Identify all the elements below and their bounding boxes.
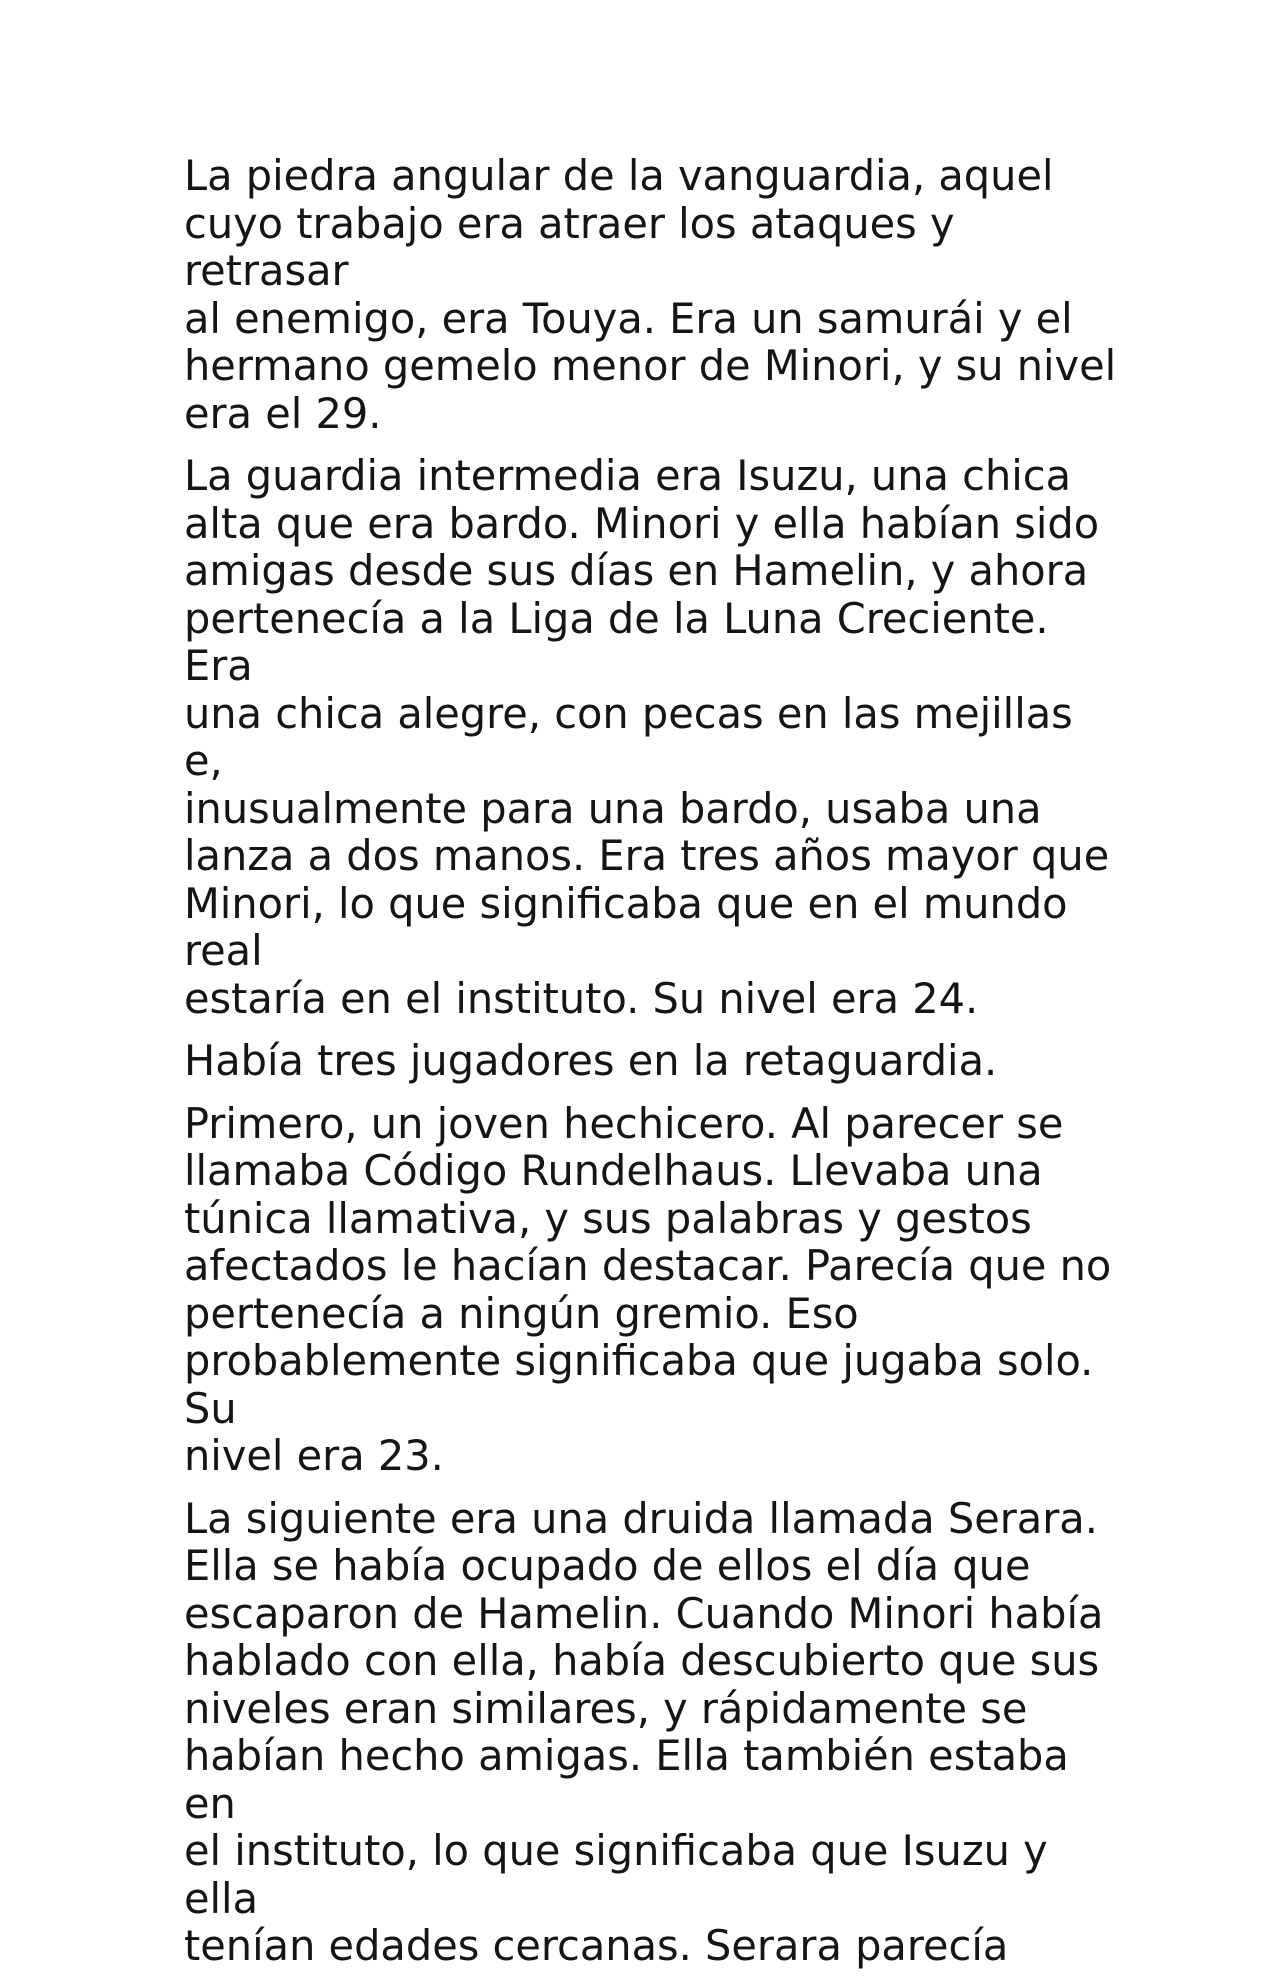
paragraph-serara: La siguiente era una druida llamada Serara. Ella se había ocupado de ellos el día que escaparon de Hamelin. Cuando Minori había hablado con ella, había descubierto que sus niveles eran similares, y rápidamente se habían hecho amigas. Ella también estaba en el instituto, lo que significaba que Isuzu y ella tenían edades cercanas. Serara parecía <box>184 1493 1104 1970</box>
paragraph-vanguard: La piedra angular de la vanguardia, aquel cuyo trabajo era atraer los ataques y retrasar al enemigo, era Touya. Era un samurái y el hermano gemelo menor de Minori, y su nivel era el 29. <box>184 151 1117 438</box>
paragraph-rundelhaus: Primero, un joven hechicero. Al parecer se llamaba Código Rundelhaus. Llevaba una túnica llamativa, y sus palabras y gestos afectados le hacían destacar. Parecía que no pertenecía a ningún gremio. Eso probablemente significaba que jugaba solo. Su nivel era 23. <box>184 1098 1112 1480</box>
paragraph-rear-guard-intro: Había tres jugadores en la retaguardia. <box>184 1036 998 1085</box>
paragraph-middle-guard: La guardia intermedia era Isuzu, una chica alta que era bardo. Minori y ella habían sido amigas desde sus días en Hamelin, y ahora pertenecía a la Liga de la Luna Creciente. Era una chica alegre, con pecas en las mejillas e, inusualmente para una bardo, usaba una lanza a dos manos. Era tres años mayor que Minori, lo que significaba que en el mundo real estaría en el instituto. Su nivel era 24. <box>184 451 1110 1023</box>
document-page <box>184 152 1124 1985</box>
